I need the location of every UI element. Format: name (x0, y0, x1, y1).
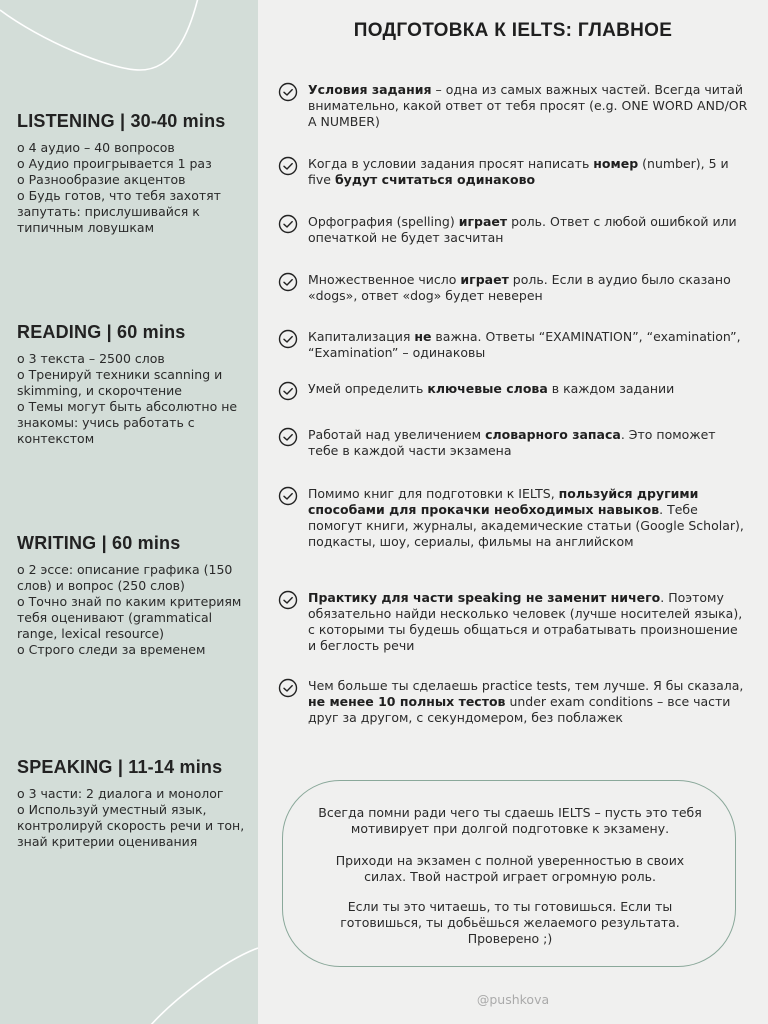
tip-text-bold: пользуйся другими способами для прокачки необходимых навыков (308, 486, 699, 517)
tip-text-span: . Поэтому обязательно найди несколько человек (лучше носителей языка), с которыми ты будешь общаться и отрабатывать произношение и беглость речи (308, 590, 743, 653)
tip-text (308, 82, 748, 130)
section-writing (17, 533, 253, 658)
section-item: o 2 эссе: описание графика (150 слов) и вопрос (250 слов) (17, 562, 233, 593)
right-panel (258, 0, 768, 1024)
section-title: SPEAKING | 11-14 mins (17, 757, 223, 777)
tip-text-span: Орфография (spelling) (308, 214, 459, 229)
tip-text-span: Помимо книг для подготовки к IELTS, (308, 486, 559, 501)
tip-text-bold: не (414, 329, 432, 344)
tip-text (308, 486, 748, 550)
check-circle-icon (278, 427, 298, 447)
note-paragraph: Всегда помни ради чего ты сдаешь IELTS – пусть это тебя мотивирует при долгой подготовке к экзамену. (318, 805, 702, 836)
tip-text-bold: номер (593, 156, 639, 171)
tip-text-span: Чем больше ты сделаешь practice tests, тем лучше. Я бы сказала, (308, 678, 744, 693)
tip-text-span: роль. Если в аудио было сказано «dogs», ответ «dog» будет неверен (308, 272, 731, 303)
tip-text-span: . Это поможет тебе в каждой части экзамена (308, 427, 716, 458)
section-item: o Строго следи за временем (17, 642, 206, 657)
tip-text (308, 678, 748, 726)
section-title: READING | 60 mins (17, 322, 186, 342)
author-handle: @pushkova (476, 992, 550, 1007)
check-circle-icon (278, 272, 298, 292)
motivation-note-box (282, 780, 736, 967)
tip-text-bold: будут считаться одинаково (334, 172, 536, 187)
section-item: o Разнообразие акцентов (17, 172, 186, 187)
check-circle-icon (278, 82, 298, 102)
section-reading (17, 322, 253, 447)
section-item: o 4 аудио – 40 вопросов (17, 140, 175, 155)
tip-text-bold: Условия задания (308, 82, 432, 97)
section-title: WRITING | 60 mins (17, 533, 181, 553)
check-circle-icon (278, 590, 298, 610)
top-arc (0, 0, 198, 70)
tip-text-span: Капитализация (308, 329, 415, 344)
section-item: o Будь готов, что тебя захотят запутать: прислушивайся к типичным ловушкам (17, 188, 221, 235)
tip-text-span: роль. Ответ с любой ошибкой или опечаткой не будет засчитан (308, 214, 737, 245)
section-speaking (17, 757, 253, 850)
section-item: o 3 части: 2 диалога и монолог (17, 786, 224, 801)
tip-text-span: under exam conditions – все части друг за другом, с секундомером, без поблажек (308, 694, 731, 725)
tip-text-span: Работай над увеличением (308, 427, 486, 442)
tip-text-span: – одна из самых важных частей. Всегда читай внимательно, какой ответ от тебя просят (e.g. ONE WORD AND/OR A NUMBER) (308, 82, 748, 129)
tip-text (308, 590, 748, 654)
tip-text (308, 329, 748, 361)
tip-text-span: Умей определить (308, 381, 428, 396)
tip-text (308, 381, 748, 397)
tip-text-bold: ключевые слова (427, 381, 548, 396)
section-item: o Тренируй техники scanning и skimming, и скорочтение (17, 367, 223, 398)
check-circle-icon (278, 486, 298, 506)
section-listening (17, 111, 253, 236)
section-title: LISTENING | 30-40 mins (17, 111, 226, 131)
page-title: ПОДГОТОВКА К IELTS: ГЛАВНОЕ (353, 20, 673, 41)
left-panel (0, 0, 258, 1024)
section-item: o Темы могут быть абсолютно не знакомы: учись работать с контекстом (17, 399, 238, 446)
check-circle-icon (278, 329, 298, 349)
tip-text-span: в каждом задании (547, 381, 675, 396)
section-item: o Точно знай по каким критериям тебя оценивают (grammatical range, lexical resource) (17, 594, 242, 641)
bottom-arc (150, 948, 258, 1024)
check-circle-icon (278, 381, 298, 401)
tip-text-bold: словарного запаса (485, 427, 621, 442)
section-item: o Аудио проигрывается 1 раз (17, 156, 212, 171)
tip-text-span: Множественное число (308, 272, 461, 287)
tip-text-span: (number), 5 и five (308, 156, 729, 187)
tip-text-bold: играет (458, 214, 508, 229)
tip-text-span: . Тебе помогут книги, журналы, академические статьи (Google Scholar), подкасты, шоу, сериалы, фильмы на английском (308, 502, 744, 549)
note-paragraph: Приходи на экзамен с полной уверенностью в своих силах. Твой настрой играет огромную роль. (335, 853, 685, 884)
tip-text (308, 427, 748, 459)
section-item: o 3 текста – 2500 слов (17, 351, 165, 366)
section-item: o Используй уместный язык, контролируй скорость речи и тон, знай критерии оценивания (17, 802, 245, 849)
tip-text-span: Когда в условии задания просят написать (308, 156, 594, 171)
tip-text-bold: не менее 10 полных тестов (308, 694, 506, 709)
tip-text (308, 214, 748, 246)
tip-text-span: важна. Ответы “EXAMINATION”, “examination”, “Examination” – одинаковы (308, 329, 741, 360)
check-circle-icon (278, 678, 298, 698)
tip-text-bold: играет (460, 272, 509, 287)
tip-text (308, 272, 748, 304)
check-circle-icon (278, 214, 298, 234)
note-paragraph: Если ты это читаешь, то ты готовишься. Если ты готовишься, ты добьёшься желаемого результата. Проверено ;) (340, 899, 680, 946)
check-circle-icon (278, 156, 298, 176)
tip-text (308, 156, 748, 188)
tip-text-bold: Практику для части speaking не заменит ничего (308, 590, 661, 605)
